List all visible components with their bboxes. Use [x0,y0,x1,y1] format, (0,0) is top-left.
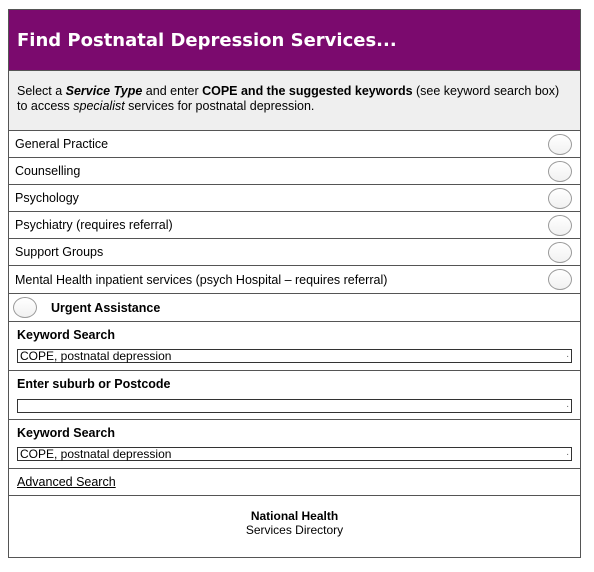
instructions [9,71,580,131]
advanced-search-link[interactable]: Advanced Search [17,475,116,489]
service-radio[interactable] [548,161,572,182]
service-option-mental-health-inpatient[interactable] [9,266,580,294]
intro-text: and enter [142,84,203,98]
service-radio[interactable] [548,269,572,290]
suburb-section [9,371,580,420]
service-option-label: Psychology [15,191,79,205]
intro-emphasis: Service Type [65,84,143,98]
service-option-counselling[interactable] [9,158,580,185]
footer-subtitle: Services Directory [245,523,344,537]
footer-brand: National Health [250,509,339,523]
urgent-label: Urgent Assistance [51,300,161,315]
keyword-search-label: Keyword Search [17,328,115,342]
service-option-label: Support Groups [15,245,104,259]
intro-text: services for postnatal depression. [124,99,315,113]
widget-header [9,10,580,71]
service-option-psychology[interactable] [9,185,580,212]
intro-emphasis: COPE and the suggested keywords [202,84,413,98]
intro-text: Select a [17,84,66,98]
service-radio[interactable] [548,215,572,236]
suburb-input[interactable] [17,399,572,413]
service-option-label: Counselling [15,164,81,178]
keyword-search-input-2[interactable]: COPE, postnatal depression . [17,447,572,461]
widget-title: Find Postnatal Depression Services... [17,29,397,51]
service-option-general-practice[interactable] [9,131,580,158]
service-option-label: Mental Health inpatient services (psych Hospital – requires referral) [15,272,388,287]
service-option-support-groups[interactable] [9,239,580,266]
keyword-search-input[interactable]: COPE, postnatal depression . [17,349,572,363]
service-radio[interactable] [548,188,572,209]
search-widget [8,9,581,558]
suburb-label: Enter suburb or Postcode [17,377,171,391]
service-option-psychiatry[interactable] [9,212,580,239]
urgent-radio[interactable] [13,297,37,318]
footer [9,496,580,537]
service-radio[interactable] [548,242,572,263]
keyword-search-section [9,322,580,371]
advanced-search-row [9,469,580,496]
service-radio[interactable] [548,134,572,155]
keyword-search-section-2 [9,420,580,469]
keyword-search-label: Keyword Search [17,426,115,440]
intro-emphasis: specialist [73,99,125,113]
urgent-assistance-option[interactable] [9,294,580,322]
intro-text: (see keyword search box) to access [17,84,560,113]
service-option-label: Psychiatry (requires referral) [15,218,173,232]
service-option-label: General Practice [15,137,109,151]
